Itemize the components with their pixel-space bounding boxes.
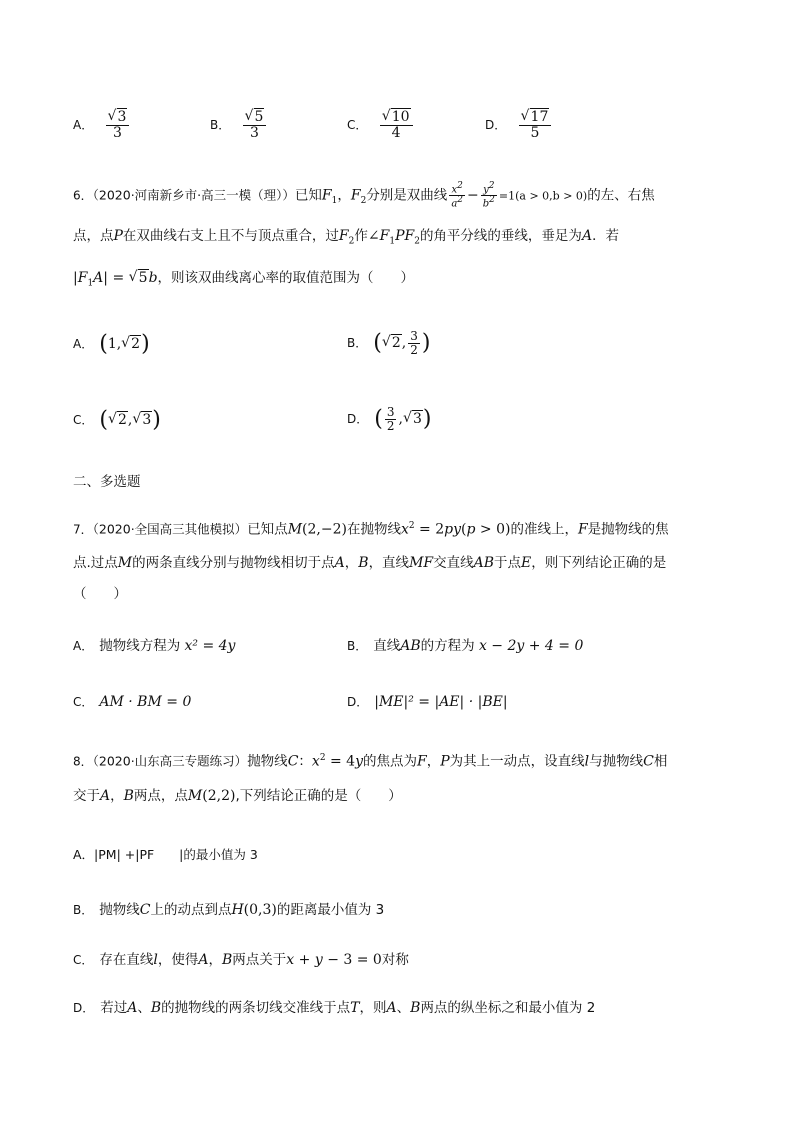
q5-option-c-fraction: √ $\frac{10}{4}$ (380, 110, 413, 142)
q7-line-1: 7．（2020·全国高三其他模拟）已知点M(2,−2)在抛物线$x^2 = 2py(p > 0)$的准线上，F是抛物线的焦 (73, 521, 669, 538)
q5-option-a-fraction: √ $\frac{3}{3}$ (106, 110, 130, 142)
q8-line-2: 交于A，B两点，点M(2,2),下列结论正确的是（ ） (73, 788, 402, 804)
q7-line-2: 点.过点M的两条直线分别与抛物线相切于点A，B，直线MF交直线AB于点E，则下列结论正确的是 (73, 555, 667, 571)
q5-option-d[interactable] (485, 110, 553, 142)
q6-option-c[interactable]: C． (√ 2,√ 3) (73, 410, 161, 431)
q5-option-c[interactable] (347, 110, 415, 142)
q7-option-b[interactable]: B． 直线AB的方程为 x − 2y + 4 = 0 (347, 638, 584, 654)
q7-option-a[interactable]: A． 抛物线方程为 x² = 4y (73, 638, 236, 654)
q6-number: 6． (73, 188, 93, 203)
q8-option-b[interactable]: B． 抛物线C上的动点到点H(0,3)的距离最小值为 3 (73, 902, 385, 918)
q5-option-b[interactable] (210, 110, 268, 142)
q7-option-c[interactable]: C． AM · BM = 0 (73, 694, 192, 710)
hyperbola-fraction-y: $\frac{y^2}{b^2}$ (482, 181, 495, 210)
q6-option-a[interactable]: A． (1,√ 2) (73, 334, 150, 355)
q6-source: （2020·河南新乡市·高三一模（理）） (92, 187, 295, 203)
q6-line-2: 点，点P在双曲线右支上且不与顶点重合，过$F_2$作$\angle F_1PF_2$的角平分线的垂线，垂足为A．若 (73, 228, 620, 247)
q5-option-a-label: A． (73, 118, 94, 133)
q6-line-1: 6．（2020·河南新乡市·高三一模（理））已知$F_1$，$F_2$分别是双曲线 $\frac{x^2}{a^2}$ − $\frac{y^2}{b^2}$ =1(a > 0,b > 0)的左、右焦 (73, 181, 655, 210)
q5-option-a[interactable] (73, 110, 131, 142)
q5-option-c-label: C． (347, 118, 368, 133)
q5-option-b-label: B． (210, 118, 231, 133)
q8-option-c[interactable]: C． 存在直线l，使得A，B两点关于x + y − 3 = 0对称 (73, 952, 409, 968)
q5-option-d-fraction: √ $\frac{17}{5}$ (519, 110, 552, 142)
q6-option-b[interactable]: B． (√ 2, $\frac{3}{2}$ ) (347, 330, 430, 357)
q8-line-1: 8．（2020·山东高三专题练习）抛物线C：$x^2 = 4y$的焦点为F，P为其上一动点，设直线l与抛物线C相 (73, 753, 668, 770)
q5-option-d-label: D． (485, 118, 507, 133)
q8-option-a[interactable]: A．|PM| +|PF |的最小值为 3 (73, 847, 258, 862)
q7-option-d[interactable]: D． |ME|² = |AE| · |BE| (347, 694, 508, 710)
section-heading-multi-choice: 二、多选题 (73, 474, 141, 490)
q6-option-d[interactable]: D． ( $\frac{3}{2}$ ,√ 3) (347, 406, 431, 433)
q8-option-d[interactable]: D． 若过A、B的抛物线的两条切线交准线于点T，则A、B两点的纵坐标之和最小值为 2 (73, 1000, 596, 1016)
hyperbola-fraction-x: $\frac{x^2}{a^2}$ (451, 181, 464, 210)
q7-line-3: （ ） (73, 586, 127, 602)
q5-option-b-fraction: √ $\frac{5}{3}$ (243, 110, 267, 142)
q6-line-3: $|F_1A|$ = √ 5b，则该双曲线离心率的取值范围为（ ） (73, 268, 414, 294)
